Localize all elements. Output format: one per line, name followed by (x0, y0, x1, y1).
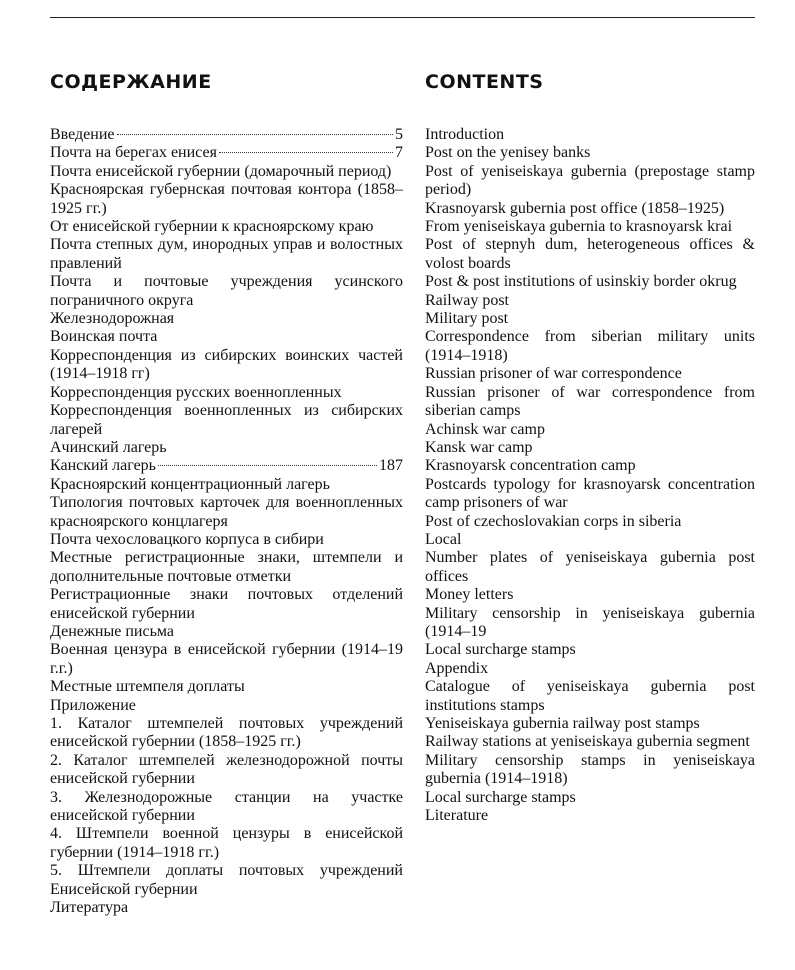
toc-entry-ru[interactable] (50, 144, 403, 162)
toc-entry-en[interactable]: Russian prisoner of war correspondence from siberian camps (425, 383, 755, 420)
contents-list-ru (50, 126, 403, 917)
toc-entry-ru[interactable]: Литература (50, 899, 129, 917)
toc-entry-en[interactable]: Post of czechoslovakian corps in siberia (425, 512, 682, 530)
toc-entry-en[interactable]: Local (425, 530, 462, 548)
toc-entry-en[interactable]: Number plates of yeniseiskaya gubernia post offices (425, 549, 755, 585)
toc-entry-ru[interactable]: Почта и почтовые учреждения усинского пограничного округа (50, 273, 403, 309)
toc-entry-ru[interactable]: Типология почтовых карточек для военнопленных красноярского концлагеря (50, 494, 403, 530)
contents-list-en (425, 126, 755, 825)
toc-entry-en[interactable]: Post of stepnyh dum, heterogeneous offices & volost boards (425, 236, 755, 272)
toc-entry-ru[interactable]: Ачинский лагерь (50, 438, 167, 456)
toc-entry-en[interactable]: Introduction (425, 126, 505, 143)
toc-entry-en[interactable]: Military censorship in yeniseiskaya gubernia (1914–19 (425, 604, 755, 640)
toc-entry-title: Канский лагерь (50, 457, 156, 475)
toc-entry-ru[interactable]: 4. Штемпели военной цензуры в енисейской губернии (1914–1918 гг.) (50, 825, 403, 861)
contents-heading-ru: СОДЕРЖАНИЕ (50, 71, 212, 93)
contents-column-ru (50, 68, 403, 917)
toc-entry-ru[interactable]: От енисейской губернии к красноярскому краю (50, 218, 374, 236)
toc-entry-ru[interactable]: Корреспонденция военнопленных из сибирских лагерей (50, 402, 403, 438)
toc-entry-en[interactable]: Post & post institutions of usinskiy border okrug (425, 273, 737, 291)
toc-entry-en[interactable]: Military censorship stamps in yeniseiskaya gubernia (1914–1918) (425, 751, 755, 788)
toc-entry-en[interactable]: Post on the yenisey banks (425, 144, 591, 162)
toc-entry-en[interactable]: Krasnoyarsk concentration camp (425, 457, 636, 475)
toc-entry-en[interactable]: Achinsk war camp (425, 420, 545, 438)
toc-entry-en[interactable]: Kansk war camp (425, 438, 533, 456)
toc-entry-ru[interactable]: Почта енисейской губернии (домарочный период) (50, 162, 392, 180)
toc-entry-ru[interactable]: Корреспонденция из сибирских воинских частей (1914–1918 гг) (50, 346, 403, 383)
top-rule (50, 17, 755, 18)
toc-entry-en[interactable]: Railway stations at yeniseiskaya gubernia segment (425, 733, 750, 751)
toc-entry-en[interactable]: Literature (425, 807, 489, 825)
toc-entry-ru[interactable] (50, 126, 403, 144)
toc-entry-ru[interactable]: Воинская почта (50, 328, 158, 346)
toc-entry-ru[interactable]: 3. Железнодорожные станции на участке енисейской губернии (50, 788, 403, 825)
toc-entry-ru[interactable]: Военная цензура в енисейской губернии (1914–19 г.г.) (50, 641, 403, 677)
toc-entry-ru[interactable]: Денежные письма (50, 622, 174, 640)
toc-entry-ru[interactable]: 1. Каталог штемпелей почтовых учреждений енисейской губернии (1858–1925 гг.) (50, 715, 403, 751)
toc-entry-ru[interactable]: Приложение (50, 696, 136, 714)
toc-entry-ru[interactable]: Почта чехословацкого корпуса в сибири (50, 530, 324, 548)
toc-entry-en[interactable]: Krasnoyarsk gubernia post office (1858–1925) (425, 199, 725, 217)
toc-entry-en[interactable]: Military post (425, 310, 509, 328)
toc-entry-ru[interactable]: Железнодорожная (50, 310, 175, 328)
toc-entry-en[interactable]: Local surcharge stamps (425, 788, 576, 806)
toc-entry-en[interactable]: Appendix (425, 659, 489, 677)
toc-entry-ru[interactable] (50, 457, 403, 475)
toc-entry-en[interactable]: Post of yeniseiskaya gubernia (prepostage stamp period) (425, 162, 755, 199)
toc-entry-page-number: 5 (395, 126, 403, 143)
toc-entry-ru[interactable]: Местные регистрационные знаки, штемпели и дополнительные почтовые отметки (50, 549, 403, 585)
toc-entry-en[interactable]: Money letters (425, 586, 514, 604)
toc-entry-page-number: 7 (395, 144, 403, 162)
toc-entry-title: Почта на берегах енисея (50, 144, 217, 162)
toc-entry-ru[interactable]: Корреспонденция русских военнопленных (50, 383, 342, 401)
dot-leader (158, 465, 377, 466)
dot-leader (219, 152, 393, 153)
toc-entry-en[interactable]: Railway post (425, 291, 509, 309)
toc-entry-en[interactable]: Correspondence from siberian military units (1914–1918) (425, 328, 755, 364)
toc-entry-title: Введение (50, 126, 115, 143)
toc-entry-en[interactable]: Catalogue of yeniseiskaya gubernia post institutions stamps (425, 678, 755, 714)
toc-entry-ru[interactable]: Почта степных дум, инородных управ и волостных правлений (50, 236, 403, 272)
toc-entry-en[interactable]: Local surcharge stamps (425, 641, 576, 659)
toc-entry-ru[interactable]: Местные штемпеля доплаты (50, 678, 245, 696)
toc-entry-ru[interactable]: Красноярская губернская почтовая контора (1858–1925 гг.) (50, 181, 403, 217)
toc-entry-en[interactable]: From yeniseiskaya gubernia to krasnoyarsk krai (425, 218, 733, 236)
contents-heading-en: CONTENTS (425, 71, 544, 93)
toc-entry-ru[interactable]: Красноярский концентрационный лагерь (50, 475, 330, 493)
toc-entry-ru[interactable]: 5. Штемпели доплаты почтовых учреждений Енисейской губернии (50, 862, 403, 898)
toc-entry-page-number: 187 (379, 457, 403, 475)
toc-entry-ru[interactable]: 2. Каталог штемпелей железнодорожной почты енисейской губернии (50, 751, 403, 788)
dot-leader (117, 134, 394, 135)
toc-entry-en[interactable]: Yeniseiskaya gubernia railway post stamps (425, 715, 700, 732)
toc-entry-ru[interactable]: Регистрационные знаки почтовых отделений енисейской губернии (50, 586, 403, 622)
contents-column-en (425, 68, 755, 825)
toc-entry-en[interactable]: Postcards typology for krasnoyarsk concentration camp prisoners of war (425, 475, 755, 512)
toc-entry-en[interactable]: Russian prisoner of war correspondence (425, 365, 682, 383)
